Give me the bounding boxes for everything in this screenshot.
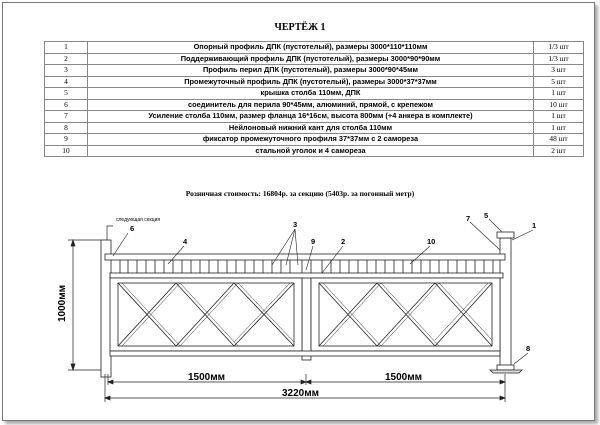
- row-number: 8: [45, 122, 88, 134]
- row-quantity: 1 шт: [534, 122, 584, 134]
- row-number: 4: [45, 76, 88, 88]
- callout-3: 3: [293, 220, 298, 229]
- row-number: 7: [45, 111, 88, 123]
- row-quantity: 5 шт: [534, 76, 584, 88]
- row-description: Усиление столба 110мм, размер фланца 16*16см, высота 800мм (+4 анкера в комплекте): [88, 111, 534, 123]
- row-number: 6: [45, 99, 88, 111]
- callout-5: 5: [484, 211, 489, 220]
- left-span-dimension: 1500мм: [188, 372, 226, 383]
- price-note: Розничная стоимость: 16804р. за секцию (5403р. за погонный метр): [185, 189, 415, 198]
- callout-6: 6: [130, 224, 135, 233]
- row-quantity: 1 шт: [534, 111, 584, 123]
- row-description: Опорный профиль ДПК (пустотелый), размеры 3000*110*110мм: [88, 42, 534, 54]
- post-cap: [497, 232, 514, 238]
- height-dimension: 1000мм: [57, 284, 68, 322]
- row-number: 9: [45, 134, 88, 146]
- row-quantity: 2 шт: [534, 145, 584, 157]
- left-post: [101, 240, 111, 377]
- row-description: Профиль перил ДПК (пустотелый), размеры 3000*90*45мм: [88, 65, 534, 77]
- mid-rail: [110, 273, 503, 278]
- callout-10: 10: [427, 237, 436, 246]
- left-panel: [110, 278, 302, 351]
- callout-2: 2: [341, 237, 346, 246]
- row-number: 5: [45, 88, 88, 100]
- row-quantity: 1/3 шт: [534, 42, 584, 54]
- row-quantity: 10 шт: [534, 99, 584, 111]
- row-description: крышка столба 110мм, ДПК: [88, 88, 534, 100]
- callout-8: 8: [526, 344, 531, 353]
- post-base: [497, 365, 514, 370]
- page-title: ЧЕРТЁЖ 1: [274, 22, 326, 33]
- row-description: Промежуточный профиль ДПК (пустотелый), размеры 3000*37*37мм: [88, 76, 534, 88]
- row-quantity: 3 шт: [534, 65, 584, 77]
- callout-9: 9: [311, 237, 316, 246]
- row-description: соединитель для перила 90*45мм, алюминий, прямой, с крепежом: [88, 99, 534, 111]
- top-rail: [105, 254, 505, 260]
- row-quantity: 1/3 шт: [534, 53, 584, 65]
- row-quantity: 1 шт: [534, 88, 584, 100]
- row-description: Нейлоновый нижний кант для столба 110мм: [88, 122, 534, 134]
- row-description: стальной уголок и 4 самореза: [88, 145, 534, 157]
- callout-4: 4: [183, 237, 188, 246]
- row-number: 10: [45, 145, 88, 157]
- row-description: Поддерживающий профиль ДПК (пустотелый), размеры 3000*90*90мм: [88, 53, 534, 65]
- row-number: 1: [45, 42, 88, 54]
- callout-7: 7: [466, 214, 471, 223]
- row-number: 3: [45, 65, 88, 77]
- bottom-rail: [110, 351, 500, 356]
- row-number: 2: [45, 53, 88, 65]
- flange: [490, 370, 522, 373]
- row-description: фиксатор промежуточного профиля 37*37мм с 2 саморезa: [88, 134, 534, 146]
- row-quantity: 48 шт: [534, 134, 584, 146]
- callout-1: 1: [532, 221, 537, 230]
- right-span-dimension: 1500мм: [385, 372, 423, 383]
- next-section-note: следующая секция: [116, 217, 161, 223]
- total-dimension: 3220мм: [282, 388, 320, 399]
